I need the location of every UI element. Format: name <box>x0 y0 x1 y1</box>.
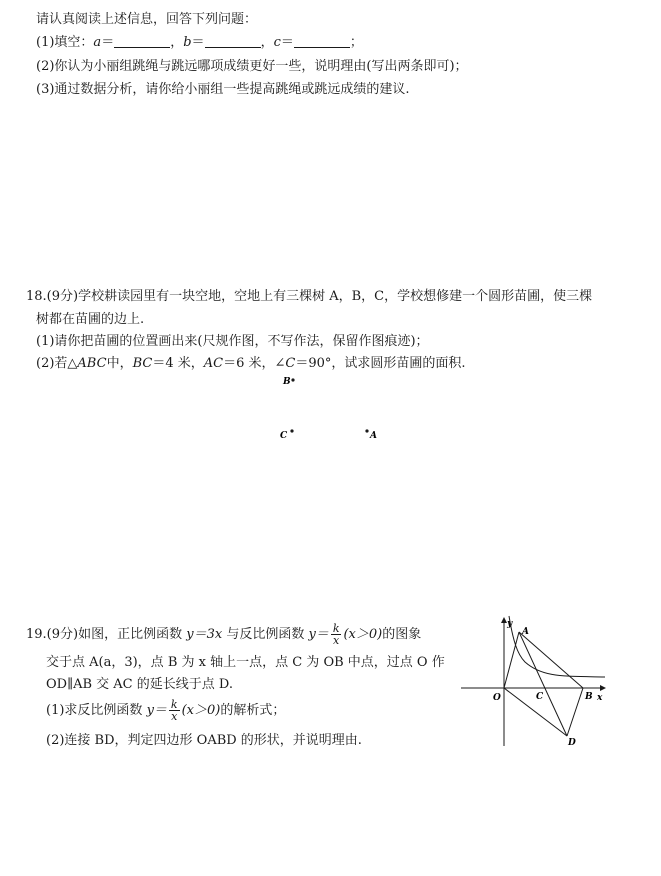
end-mark: ； <box>349 35 363 50</box>
q19-sub1-fraction <box>169 699 180 722</box>
origin-label: O <box>493 693 501 703</box>
separator: ， <box>170 35 184 50</box>
q19-fraction <box>331 623 342 646</box>
separator: ， <box>260 35 274 50</box>
point-b-label: B <box>283 377 291 387</box>
var-b: b <box>183 35 192 50</box>
q19-sub1-text-a: (1)求反比例函数 <box>46 703 147 718</box>
point-d-label: D <box>568 738 576 748</box>
point-c-label: C <box>536 692 544 702</box>
q18-sub2-text-d: ＝6 米，∠ <box>223 356 286 371</box>
line-oa <box>504 632 519 688</box>
q18-seg-ac: AC <box>203 356 224 371</box>
point-c-label: C <box>280 431 288 441</box>
point-b-dot <box>291 378 294 381</box>
blank-a[interactable] <box>114 35 170 48</box>
q19-sub-2: (2)连接 BD，判定四边形 OABD 的形状，并说明理由. <box>46 733 362 748</box>
question-3-text: (3)通过数据分析，请你给小丽组一些提高跳绳或跳远成绩的建议. <box>36 82 410 97</box>
q18-sub-2 <box>36 356 466 372</box>
hyperbola-curve <box>509 616 605 677</box>
q19-line-2: 交于点 A(a，3)，点 B 为 x 轴上一点，点 C 为 OB 中点，过点 O 作 <box>46 655 445 670</box>
q18-sub2-text-b: 中， <box>106 356 133 371</box>
question-2-text: (2)你认为小丽组跳绳与跳远哪项成绩更好一些，说明理由(写出两条即可)； <box>36 59 468 74</box>
q18-seg-bc: BC <box>132 356 153 371</box>
q18-sub2-text-a: (2)若△ <box>36 356 78 371</box>
x-axis-label: x <box>597 693 603 703</box>
instruction-text: 请认真阅读上述信息，回答下列问题： <box>36 12 258 27</box>
q19-sub1-condition: (x＞0) <box>181 703 221 718</box>
fraction-numerator: k <box>170 698 178 711</box>
q19-inverse-y: y＝ <box>308 627 329 642</box>
q18-sub-1: (1)请你把苗圃的位置画出来(尺规作图，不写作法，保留作图痕迹)； <box>36 334 429 349</box>
var-c: c <box>273 35 281 50</box>
q18-sub2-text-c: ＝4 米， <box>152 356 204 371</box>
fraction-denominator: x <box>331 634 342 646</box>
q19-sub-1 <box>46 699 285 722</box>
y-axis-label: y <box>507 619 513 629</box>
q19-line-1 <box>26 623 421 646</box>
q18-triangle-name: ABC <box>77 356 107 371</box>
fill-blank-line <box>36 35 363 51</box>
eq-sign: ＝ <box>101 35 115 50</box>
point-a-label: A <box>370 431 377 441</box>
q19-l1-text-c: 的图象 <box>382 627 422 642</box>
q18-line-1: 18.(9分)学校耕读园里有一块空地，空地上有三棵树 A，B，C，学校想修建一个圆形苗圃，使三棵 <box>26 289 593 304</box>
fraction-denominator: x <box>169 710 180 722</box>
point-b-label: B <box>585 692 593 702</box>
q19-sub1-y: y＝ <box>146 703 167 718</box>
line-bd <box>567 688 583 736</box>
q19-graph <box>455 612 615 750</box>
tree-points-figure <box>270 368 390 448</box>
line-ad <box>519 632 567 736</box>
blank-c[interactable] <box>294 35 350 48</box>
eq-sign: ＝ <box>191 35 205 50</box>
q19-condition: (x＞0) <box>343 627 383 642</box>
q19-l1-text-a: 19.(9分)如图，正比例函数 <box>26 627 187 642</box>
point-c-dot <box>290 429 293 432</box>
point-a-label: A <box>522 627 529 637</box>
q19-line-3: OD∥AB 交 AC 的延长线于点 D. <box>46 677 233 692</box>
fraction-numerator: k <box>332 622 340 635</box>
q18-angle-c: C <box>285 356 296 371</box>
q18-sub2-text-e: ＝90°，试求圆形苗圃的面积. <box>295 356 466 371</box>
var-a: a <box>93 35 102 50</box>
blank-b[interactable] <box>205 35 261 48</box>
q1-label: (1)填空： <box>36 35 94 50</box>
q18-line-2: 树都在苗圃的边上. <box>36 312 145 327</box>
line-ab <box>519 632 583 688</box>
q19-sub1-text-b: 的解析式； <box>220 703 286 718</box>
point-a-dot <box>365 429 368 432</box>
q19-linear-func: y＝3x <box>186 627 223 642</box>
eq-sign: ＝ <box>280 35 294 50</box>
q19-l1-text-b: 与反比例函数 <box>222 627 309 642</box>
